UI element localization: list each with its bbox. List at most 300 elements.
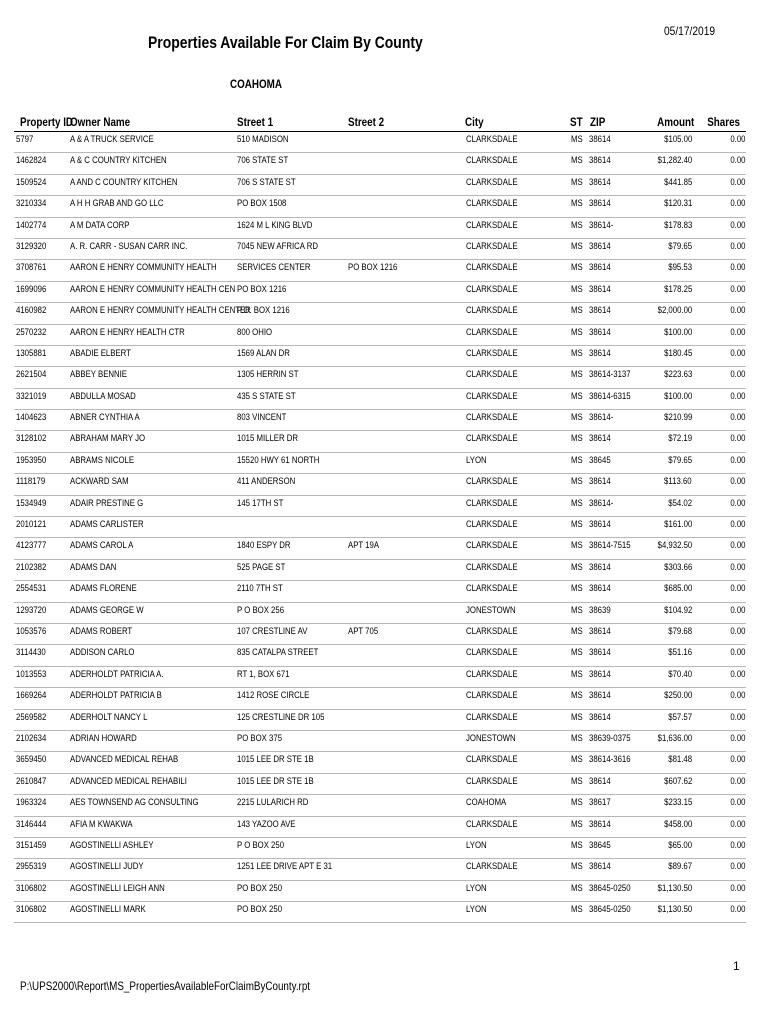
- cell-amount: $57.57: [668, 711, 692, 723]
- cell-st: MS: [571, 668, 583, 680]
- cell-zip: 38645: [589, 839, 611, 851]
- cell-shares: 0.00: [729, 198, 745, 210]
- cell-street1: 835 CATALPA STREET: [237, 647, 319, 659]
- cell-shares: 0.00: [729, 818, 745, 830]
- table-row: [14, 303, 746, 324]
- cell-owner-name: AARON E HENRY HEALTH CTR: [70, 326, 185, 338]
- cell-owner-name: A AND C COUNTRY KITCHEN: [70, 176, 178, 188]
- cell-zip: 38614: [589, 818, 611, 830]
- cell-city: CLARKSDALE: [466, 583, 518, 595]
- cell-property-id: 1305881: [16, 347, 47, 359]
- table-row: [14, 431, 746, 452]
- cell-shares: 0.00: [729, 476, 745, 488]
- cell-city: CLARKSDALE: [466, 711, 518, 723]
- cell-city: CLARKSDALE: [466, 219, 518, 231]
- county-heading: COAHOMA: [230, 77, 282, 91]
- cell-zip: 38645-0250: [589, 882, 631, 894]
- cell-property-id: 1013553: [16, 668, 47, 680]
- cell-city: LYON: [466, 904, 487, 916]
- cell-owner-name: AGOSTINELLI MARK: [70, 904, 146, 916]
- cell-street1: PO BOX 1216: [237, 283, 287, 295]
- cell-zip: 38614: [589, 134, 611, 145]
- cell-owner-name: ADAMS ROBERT: [70, 625, 133, 637]
- cell-city: CLARKSDALE: [466, 668, 518, 680]
- table-row: [14, 752, 746, 773]
- cell-property-id: 3321019: [16, 390, 47, 402]
- cell-shares: 0.00: [729, 347, 745, 359]
- cell-zip: 38614: [589, 711, 611, 723]
- cell-shares: 0.00: [729, 412, 745, 424]
- cell-street1: 706 S STATE ST: [237, 176, 296, 188]
- cell-owner-name: ADERHOLDT PATRICIA B: [70, 690, 162, 702]
- cell-city: CLARKSDALE: [466, 561, 518, 573]
- cell-shares: 0.00: [729, 861, 745, 873]
- cell-shares: 0.00: [729, 754, 745, 766]
- cell-shares: 0.00: [729, 797, 745, 809]
- cell-city: CLARKSDALE: [466, 647, 518, 659]
- cell-zip: 38614: [589, 155, 611, 167]
- cell-street1: 1305 HERRIN ST: [237, 369, 299, 381]
- cell-owner-name: AGOSTINELLI ASHLEY: [70, 839, 154, 851]
- cell-city: CLARKSDALE: [466, 540, 518, 552]
- cell-zip: 38614: [589, 305, 611, 317]
- cell-zip: 38617: [589, 797, 611, 809]
- cell-shares: 0.00: [729, 305, 745, 317]
- table-row: [14, 410, 746, 431]
- cell-owner-name: ABDULLA MOSAD: [70, 390, 136, 402]
- table-row: [14, 218, 746, 239]
- cell-owner-name: ADRIAN HOWARD: [70, 732, 137, 744]
- cell-street1: P O BOX 250: [237, 839, 285, 851]
- cell-zip: 38639-0375: [589, 732, 631, 744]
- cell-zip: 38614: [589, 198, 611, 210]
- cell-property-id: 1404623: [16, 412, 47, 424]
- cell-zip: 38614-: [589, 497, 614, 509]
- cell-st: MS: [571, 625, 583, 637]
- cell-shares: 0.00: [729, 625, 745, 637]
- cell-property-id: 3128102: [16, 433, 47, 445]
- page-number: 1: [733, 959, 740, 973]
- table-row: [14, 496, 746, 517]
- table-row: [14, 474, 746, 495]
- cell-city: CLARKSDALE: [466, 305, 518, 317]
- cell-street1: 1569 ALAN DR: [237, 347, 290, 359]
- cell-street1: 1840 ESPY DR: [237, 540, 291, 552]
- cell-shares: 0.00: [729, 454, 745, 466]
- cell-shares: 0.00: [729, 690, 745, 702]
- cell-st: MS: [571, 240, 583, 252]
- cell-city: CLARKSDALE: [466, 262, 518, 274]
- cell-zip: 38614: [589, 561, 611, 573]
- cell-city: CLARKSDALE: [466, 347, 518, 359]
- cell-shares: 0.00: [729, 390, 745, 402]
- table-row: [14, 517, 746, 538]
- cell-amount: $441.85: [663, 176, 692, 188]
- cell-owner-name: ABADIE ELBERT: [70, 347, 131, 359]
- table-row: [14, 603, 746, 624]
- cell-st: MS: [571, 497, 583, 509]
- cell-city: CLARKSDALE: [466, 519, 518, 531]
- cell-amount: $178.83: [663, 219, 692, 231]
- cell-amount: $685.00: [663, 583, 692, 595]
- cell-amount: $223.63: [663, 369, 692, 381]
- cell-shares: 0.00: [729, 732, 745, 744]
- cell-zip: 38614: [589, 240, 611, 252]
- cell-st: MS: [571, 390, 583, 402]
- cell-city: CLARKSDALE: [466, 283, 518, 295]
- cell-shares: 0.00: [729, 326, 745, 338]
- cell-amount: $104.92: [663, 604, 692, 616]
- cell-zip: 38614: [589, 861, 611, 873]
- cell-st: MS: [571, 454, 583, 466]
- cell-city: CLARKSDALE: [466, 754, 518, 766]
- cell-street1: 15520 HWY 61 NORTH: [237, 454, 320, 466]
- table-row: [14, 795, 746, 816]
- table-row: [14, 153, 746, 174]
- cell-street1: 2110 7TH ST: [237, 583, 283, 595]
- cell-property-id: 2610847: [16, 775, 47, 787]
- cell-street1: PO BOX 250: [237, 882, 283, 894]
- cell-city: LYON: [466, 454, 487, 466]
- table-row: [14, 389, 746, 410]
- cell-st: MS: [571, 412, 583, 424]
- cell-st: MS: [571, 861, 583, 873]
- cell-street1: 800 OHIO: [237, 326, 273, 338]
- cell-owner-name: ABBEY BENNIE: [70, 369, 128, 381]
- cell-amount: $89.67: [668, 861, 692, 873]
- cell-street1: 145 17TH ST: [237, 497, 284, 509]
- cell-st: MS: [571, 797, 583, 809]
- cell-property-id: 2955319: [16, 861, 47, 873]
- cell-property-id: 3151459: [16, 839, 47, 851]
- cell-st: MS: [571, 818, 583, 830]
- cell-zip: 38614: [589, 476, 611, 488]
- table-row: [14, 645, 746, 666]
- cell-property-id: 2102634: [16, 732, 47, 744]
- cell-shares: 0.00: [729, 775, 745, 787]
- cell-owner-name: ABNER CYNTHIA A: [70, 412, 140, 424]
- cell-amount: $72.19: [668, 433, 692, 445]
- cell-street1: 1015 MILLER DR: [237, 433, 299, 445]
- table-row: [14, 624, 746, 645]
- cell-zip: 38614: [589, 326, 611, 338]
- table-row: [14, 731, 746, 752]
- cell-property-id: 1053576: [16, 625, 47, 637]
- cell-zip: 38614-: [589, 219, 614, 231]
- cell-street1: 2215 LULARICH RD: [237, 797, 309, 809]
- cell-street1: PO BOX 250: [237, 904, 283, 916]
- cell-zip: 38614: [589, 347, 611, 359]
- cell-shares: 0.00: [729, 155, 745, 167]
- cell-city: COAHOMA: [466, 797, 507, 809]
- cell-owner-name: AARON E HENRY COMMUNITY HEALTH CEN: [70, 283, 236, 295]
- cell-city: CLARKSDALE: [466, 369, 518, 381]
- cell-street1: SERVICES CENTER: [237, 262, 311, 274]
- cell-shares: 0.00: [729, 497, 745, 509]
- cell-shares: 0.00: [729, 519, 745, 531]
- cell-amount: $1,130.50: [657, 904, 692, 916]
- cell-shares: 0.00: [729, 604, 745, 616]
- cell-owner-name: ADAMS DAN: [70, 561, 117, 573]
- cell-zip: 38614-3137: [589, 369, 631, 381]
- cell-owner-name: ADAMS GEORGE W: [70, 604, 144, 616]
- cell-owner-name: ADERHOLDT PATRICIA A.: [70, 668, 164, 680]
- cell-shares: 0.00: [729, 240, 745, 252]
- cell-shares: 0.00: [729, 711, 745, 723]
- cell-st: MS: [571, 283, 583, 295]
- cell-shares: 0.00: [729, 839, 745, 851]
- col-header-zip: ZIP: [590, 115, 606, 129]
- cell-city: CLARKSDALE: [466, 390, 518, 402]
- table-row: [14, 538, 746, 559]
- cell-property-id: 2010121: [16, 519, 47, 531]
- cell-amount: $81.48: [668, 754, 692, 766]
- cell-amount: $607.62: [663, 775, 692, 787]
- cell-street1: PO BOX 375: [237, 732, 283, 744]
- cell-shares: 0.00: [729, 219, 745, 231]
- cell-property-id: 4160982: [16, 305, 47, 317]
- table-row: [14, 196, 746, 217]
- cell-street1: RT 1, BOX 671: [237, 668, 290, 680]
- cell-city: LYON: [466, 882, 487, 894]
- cell-city: CLARKSDALE: [466, 690, 518, 702]
- cell-amount: $113.60: [664, 476, 692, 488]
- cell-city: CLARKSDALE: [466, 861, 518, 873]
- table-row: [14, 710, 746, 731]
- cell-zip: 38614-7515: [589, 540, 631, 552]
- cell-city: CLARKSDALE: [466, 134, 518, 145]
- cell-property-id: 1118179: [16, 476, 46, 488]
- cell-zip: 38614-3616: [589, 754, 631, 766]
- cell-street1: 1412 ROSE CIRCLE: [237, 690, 310, 702]
- cell-zip: 38614: [589, 668, 611, 680]
- col-header-property-id: Property ID: [20, 115, 74, 129]
- cell-zip: 38645-0250: [589, 904, 631, 916]
- cell-property-id: 1953950: [16, 454, 47, 466]
- cell-owner-name: ADAMS CARLISTER: [70, 519, 144, 531]
- cell-city: LYON: [466, 839, 487, 851]
- table-row: [14, 282, 746, 303]
- cell-property-id: 3114430: [16, 647, 46, 659]
- cell-street1: 510 MADISON: [237, 134, 289, 145]
- cell-st: MS: [571, 262, 583, 274]
- cell-owner-name: AES TOWNSEND AG CONSULTING: [70, 797, 199, 809]
- cell-city: CLARKSDALE: [466, 775, 518, 787]
- cell-property-id: 4123777: [16, 540, 47, 552]
- cell-owner-name: ABRAMS NICOLE: [70, 454, 135, 466]
- table-row: [14, 560, 746, 581]
- cell-property-id: 3106802: [16, 904, 47, 916]
- cell-property-id: 2621504: [16, 369, 47, 381]
- cell-st: MS: [571, 882, 583, 894]
- cell-owner-name: ADVANCED MEDICAL REHAB: [70, 754, 179, 766]
- cell-property-id: 3146444: [16, 818, 47, 830]
- cell-property-id: 5797: [16, 134, 34, 145]
- cell-st: MS: [571, 176, 583, 188]
- cell-owner-name: A H H GRAB AND GO LLC: [70, 198, 164, 210]
- cell-amount: $210.99: [663, 412, 692, 424]
- cell-street1: PO BOX 1508: [237, 198, 287, 210]
- cell-amount: $4,932.50: [657, 540, 692, 552]
- cell-street1: 1251 LEE DRIVE APT E 31: [237, 861, 333, 873]
- cell-owner-name: A & A TRUCK SERVICE: [70, 134, 154, 145]
- cell-shares: 0.00: [729, 433, 745, 445]
- cell-owner-name: AARON E HENRY COMMUNITY HEALTH CENTER: [70, 305, 251, 317]
- cell-owner-name: AGOSTINELLI JUDY: [70, 861, 144, 873]
- cell-shares: 0.00: [729, 283, 745, 295]
- cell-city: CLARKSDALE: [466, 412, 518, 424]
- cell-amount: $250.00: [663, 690, 692, 702]
- cell-amount: $105.00: [663, 134, 692, 145]
- cell-amount: $79.65: [668, 454, 692, 466]
- cell-shares: 0.00: [729, 540, 745, 552]
- cell-owner-name: A M DATA CORP: [70, 219, 130, 231]
- table-row: [14, 325, 746, 346]
- cell-amount: $178.25: [663, 283, 692, 295]
- cell-st: MS: [571, 775, 583, 787]
- cell-property-id: 1462824: [16, 155, 47, 167]
- col-header-st: ST: [570, 115, 583, 129]
- cell-property-id: 1963324: [16, 797, 47, 809]
- cell-amount: $2,000.00: [657, 305, 692, 317]
- cell-zip: 38614: [589, 176, 611, 188]
- cell-st: MS: [571, 561, 583, 573]
- table-row: [14, 453, 746, 474]
- cell-amount: $95.53: [668, 262, 692, 274]
- cell-st: MS: [571, 219, 583, 231]
- table-row: [14, 239, 746, 260]
- cell-property-id: 3106802: [16, 882, 47, 894]
- cell-street1: 1015 LEE DR STE 1B: [237, 775, 314, 787]
- cell-city: CLARKSDALE: [466, 476, 518, 488]
- cell-st: MS: [571, 369, 583, 381]
- table-row: [14, 902, 746, 923]
- cell-owner-name: ADDISON CARLO: [70, 647, 135, 659]
- cell-amount: $100.00: [663, 390, 692, 402]
- cell-st: MS: [571, 519, 583, 531]
- cell-amount: $70.40: [668, 668, 692, 680]
- cell-shares: 0.00: [729, 647, 745, 659]
- cell-zip: 38614: [589, 625, 611, 637]
- cell-street1: P.O. BOX 1216: [237, 305, 290, 317]
- cell-property-id: 3708761: [16, 262, 47, 274]
- cell-owner-name: A & C COUNTRY KITCHEN: [70, 155, 167, 167]
- cell-amount: $65.00: [668, 839, 692, 851]
- cell-owner-name: ADERHOLT NANCY L: [70, 711, 148, 723]
- cell-amount: $79.68: [668, 625, 692, 637]
- table-row: [14, 667, 746, 688]
- cell-owner-name: AFIA M KWAKWA: [70, 818, 133, 830]
- col-header-shares: Shares: [707, 115, 740, 129]
- col-header-street2: Street 2: [348, 115, 385, 129]
- cell-city: CLARKSDALE: [466, 176, 518, 188]
- cell-city: CLARKSDALE: [466, 155, 518, 167]
- cell-property-id: 2102382: [16, 561, 47, 573]
- cell-owner-name: A. R. CARR - SUSAN CARR INC.: [70, 240, 188, 252]
- cell-property-id: 1509524: [16, 176, 47, 188]
- cell-zip: 38614-6315: [589, 390, 631, 402]
- table-row: [14, 367, 746, 388]
- cell-amount: $303.66: [663, 561, 692, 573]
- col-header-owner-name: Owner Name: [70, 115, 131, 129]
- cell-zip: 38614: [589, 262, 611, 274]
- cell-owner-name: ADAMS CAROL A: [70, 540, 134, 552]
- cell-shares: 0.00: [729, 583, 745, 595]
- cell-shares: 0.00: [729, 369, 745, 381]
- cell-zip: 38614: [589, 283, 611, 295]
- cell-amount: $458.00: [663, 818, 692, 830]
- cell-street2: PO BOX 1216: [348, 262, 398, 274]
- cell-shares: 0.00: [729, 882, 745, 894]
- cell-zip: 38614: [589, 647, 611, 659]
- cell-property-id: 1402774: [16, 219, 47, 231]
- cell-st: MS: [571, 754, 583, 766]
- cell-shares: 0.00: [729, 904, 745, 916]
- cell-amount: $161.00: [663, 519, 692, 531]
- cell-amount: $1,130.50: [657, 882, 692, 894]
- cell-zip: 38639: [589, 604, 611, 616]
- cell-amount: $51.16: [668, 647, 692, 659]
- table-row: [14, 881, 746, 902]
- cell-zip: 38614: [589, 583, 611, 595]
- cell-amount: $120.31: [663, 198, 692, 210]
- cell-st: MS: [571, 134, 583, 145]
- cell-property-id: 1534949: [16, 497, 47, 509]
- cell-city: CLARKSDALE: [466, 818, 518, 830]
- cell-street1: 411 ANDERSON: [237, 476, 296, 488]
- cell-city: CLARKSDALE: [466, 326, 518, 338]
- cell-st: MS: [571, 732, 583, 744]
- cell-owner-name: ACKWARD SAM: [70, 476, 129, 488]
- cell-street1: 525 PAGE ST: [237, 561, 286, 573]
- cell-st: MS: [571, 155, 583, 167]
- cell-zip: 38614-: [589, 412, 614, 424]
- cell-zip: 38614: [589, 690, 611, 702]
- table-row: [14, 688, 746, 709]
- cell-shares: 0.00: [729, 561, 745, 573]
- cell-street2: APT 705: [348, 625, 379, 637]
- cell-st: MS: [571, 839, 583, 851]
- cell-owner-name: AGOSTINELLI LEIGH ANN: [70, 882, 165, 894]
- col-header-street1: Street 1: [237, 115, 274, 129]
- cell-owner-name: ADAMS FLORENE: [70, 583, 137, 595]
- cell-property-id: 3210334: [16, 198, 47, 210]
- report-date: 05/17/2019: [664, 24, 716, 38]
- cell-street2: APT 19A: [348, 540, 380, 552]
- cell-amount: $1,636.00: [657, 732, 692, 744]
- table-row: [14, 132, 746, 153]
- cell-owner-name: ADVANCED MEDICAL REHABILI: [70, 775, 187, 787]
- cell-zip: 38614: [589, 519, 611, 531]
- cell-amount: $180.45: [663, 347, 692, 359]
- cell-amount: $1,282.40: [657, 155, 692, 167]
- cell-st: MS: [571, 690, 583, 702]
- table-row: [14, 346, 746, 367]
- cell-st: MS: [571, 711, 583, 723]
- cell-st: MS: [571, 305, 583, 317]
- cell-property-id: 1293720: [16, 604, 47, 616]
- cell-amount: $100.00: [663, 326, 692, 338]
- cell-street1: 435 S STATE ST: [237, 390, 296, 402]
- cell-shares: 0.00: [729, 176, 745, 188]
- cell-property-id: 3659450: [16, 754, 47, 766]
- cell-street1: P O BOX 256: [237, 604, 285, 616]
- table-row: [14, 260, 746, 281]
- cell-st: MS: [571, 647, 583, 659]
- cell-st: MS: [571, 326, 583, 338]
- cell-amount: $233.15: [663, 797, 692, 809]
- col-header-city: City: [465, 115, 484, 129]
